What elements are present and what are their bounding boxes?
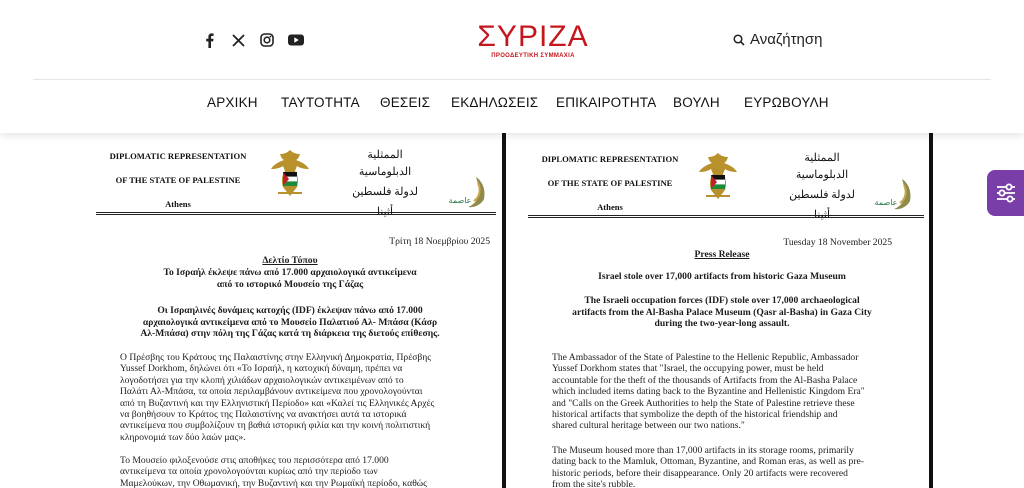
doc-header-en-line: Athens xyxy=(165,199,191,209)
doc-header-rule xyxy=(528,217,924,218)
search-label: Αναζήτηση xyxy=(750,31,823,48)
doc-paragraph-line: να βοηθήσουν το Κράτος της Παλαιστίνης να ανακτήσει αυτά τα ιστορικά xyxy=(120,409,407,420)
social-links xyxy=(201,30,304,50)
doc-date: Τρίτη 18 Νοεμβρίου 2025 xyxy=(389,236,490,247)
doc-header-en-line: DIPLOMATIC REPRESENTATION xyxy=(109,151,247,161)
doc-header-en xyxy=(536,153,684,214)
press-release-images xyxy=(0,133,1024,488)
youtube-icon[interactable] xyxy=(288,30,304,50)
doc-header-ar-line: لدولة فلسطين xyxy=(789,189,855,201)
doc-paragraph-line: dating back to the Mamluk, Ottoman, Byzantine, and Roman eras, as well as pre- xyxy=(552,456,864,468)
doc-paragraph-line: The Ambassador of the State of Palestine to the Hellenic Republic, Ambassador xyxy=(552,352,859,363)
sliders-icon xyxy=(995,182,1017,204)
doc-header-en-line: Athens xyxy=(597,202,623,212)
doc-header-ar xyxy=(345,147,425,221)
doc-subtitle-line: Αλ-Μπάσα) στην πόλη της Γάζας κατά τη διάρκεια της διετούς επίθεσης. xyxy=(140,328,440,339)
doc-paragraph-line: from the site's rubble. xyxy=(552,479,636,488)
doc-label: Press Release xyxy=(694,249,750,260)
doc-paragraph-line: αντικείμενα τα οποία χρονολογούνται κυρίως από την περίοδο των xyxy=(120,466,378,478)
nav-parliament[interactable]: ΒΟΥΛΗ xyxy=(673,95,720,110)
doc-date: Tuesday 18 November 2025 xyxy=(783,237,892,248)
doc-subtitle-line: The Israeli occupation forces (IDF) stole over 17,000 archaeological xyxy=(584,295,860,306)
capital-seal xyxy=(446,173,492,211)
document-border xyxy=(929,133,933,488)
doc-header-rule xyxy=(96,212,496,213)
doc-title-line: από το ιστορικό Μουσείο της Γάζας xyxy=(216,278,364,290)
nav-events[interactable]: ΕΚΔΗΛΩΣΕΙΣ xyxy=(451,95,539,110)
nav-positions[interactable]: ΘΕΣΕΙΣ xyxy=(380,95,431,110)
doc-header-ar-line: لدولة فلسطين xyxy=(352,186,418,198)
doc-paragraph-line: historical artifacts that symbolize the depth of the historical friendship and xyxy=(552,409,838,420)
doc-header-rule xyxy=(96,214,496,215)
doc-paragraph-line: shared cultural heritage between our two nations." xyxy=(552,420,745,432)
doc-header-ar xyxy=(780,150,864,224)
settings-button[interactable] xyxy=(987,170,1024,216)
doc-title-line: Το Ισραήλ έκλεψε πάνω από 17.000 αρχαιολογικά αντικείμενα xyxy=(163,267,417,278)
doc-paragraph-line: accountable for the theft of the thousands of Artifacts from the Al-Basha Palace xyxy=(552,374,858,386)
doc-header-ar-line: الممثلية الدبلوماسية xyxy=(795,152,849,181)
seal-text: عاصمة xyxy=(448,196,472,205)
nav-news[interactable]: ΕΠΙΚΑΙΡΟΤΗΤΑ xyxy=(556,95,657,110)
doc-paragraph-line: αντικείμενα που συμβολίζουν τη βαθιά ιστορική φιλία και την κοινή πολιτιστική xyxy=(120,420,431,432)
doc-header-en-line: DIPLOMATIC REPRESENTATION xyxy=(541,154,679,164)
doc-paragraph-line: Yussef Dorkhom, δηλώνει ότι «Το Ισραήλ, η κατοχική δύναμη, πρέπει να xyxy=(120,363,403,375)
doc-paragraph-line: Το Μουσείο φιλοξενούσε στις αποθήκες του περισσότερα από 17.000 xyxy=(120,455,389,466)
logo-text: ΣΥΡΙΖΑ xyxy=(478,20,588,53)
search-button[interactable] xyxy=(733,31,822,48)
doc-header-rule xyxy=(528,215,924,216)
facebook-icon[interactable] xyxy=(201,30,217,50)
doc-paragraph-line: which included items dating back to the Byzantine and Hellenistic Kingdom Era" xyxy=(552,386,865,398)
doc-paragraph-line: Παλάτι Αλ-Μπάσα, τα οποία περιλαμβάνουν αντικείμενα που χρονολογούνται xyxy=(120,386,423,398)
doc-paragraph-line: The Museum housed more than 17,000 artifacts in its storage rooms, primarily xyxy=(552,445,854,456)
doc-paragraph-line: Yussef Dorkhom states that "Israel, the occupying power, must be held xyxy=(552,363,824,375)
nav-identity[interactable]: ΤΑΥΤΟΤΗΤΑ xyxy=(281,95,360,110)
capital-seal xyxy=(872,175,918,213)
doc-paragraph-line: λογοδοτήσει για την κλοπή χιλιάδων αρχαιολογικών αντικειμένων από το xyxy=(120,374,404,386)
greek-press-release xyxy=(90,133,502,488)
doc-header-en-line: OF THE STATE OF PALESTINE xyxy=(547,178,673,188)
doc-subtitle-line: αρχαιολογικά αντικείμενα από το Μουσείο Παλατιού Αλ- Μπάσα (Κάσρ xyxy=(142,316,438,328)
palestine-emblem xyxy=(270,147,310,199)
doc-subtitle-line: artifacts from the Al-Basha Palace Museum (Qasr al-Basha) in Gaza City xyxy=(572,306,872,318)
x-icon[interactable] xyxy=(230,30,246,50)
doc-subtitle-line: during the two-year-long assault. xyxy=(654,318,790,329)
doc-paragraph-line: historic periods, before their disappearance. Only 20 artifacts were recovered xyxy=(552,467,848,479)
doc-header-en xyxy=(104,150,252,211)
palestine-emblem xyxy=(698,150,738,202)
doc-header-ar-line: الممثلية الدبلوماسية xyxy=(358,149,412,178)
seal-text: عاصمة xyxy=(874,198,898,207)
doc-paragraph-line: από τη Βυζαντινή και την Ελληνιστική Περίοδο» και «Καλεί τις Ελληνικές Αρχές xyxy=(120,397,435,409)
doc-paragraph-line: Ο Πρέσβης του Κράτους της Παλαιστίνης στην Ελληνική Δημοκρατία, Πρέσβης xyxy=(120,352,432,363)
header-divider xyxy=(33,79,991,80)
document-border xyxy=(502,133,506,488)
search-icon xyxy=(733,34,745,46)
doc-paragraph-line: κληρονομιά των δύο λαών μας». xyxy=(120,431,246,443)
nav-europarliament[interactable]: ΕΥΡΩΒΟΥΛΗ xyxy=(744,95,829,110)
doc-subtitle-line: Οι Ισραηλινές δυνάμεις κατοχής (IDF) έκλεψαν πάνω από 17.000 xyxy=(157,305,423,316)
english-press-release xyxy=(510,133,930,488)
site-header xyxy=(0,0,1024,133)
nav-home[interactable]: ΑΡΧΙΚΗ xyxy=(207,95,258,110)
instagram-icon[interactable] xyxy=(259,30,275,50)
doc-label: Δελτίο Τύπου xyxy=(262,255,318,266)
logo-subtitle: ΠΡΟΟΔΕΥΤΙΚΗ ΣΥΜΜΑΧΙΑ xyxy=(491,53,575,59)
doc-title-line: Israel stole over 17,000 artifacts from historic Gaza Museum xyxy=(598,271,846,282)
doc-header-en-line: OF THE STATE OF PALESTINE xyxy=(115,175,241,185)
doc-paragraph-line: and "Calls on the Greek Authorities to help the State of Palestine retrieve these xyxy=(552,397,855,409)
doc-paragraph-line: Μαμελούκων, την Οθωμανική, την Βυζαντινή και την Ρωμαϊκή περίοδο, καθώς xyxy=(120,477,427,488)
